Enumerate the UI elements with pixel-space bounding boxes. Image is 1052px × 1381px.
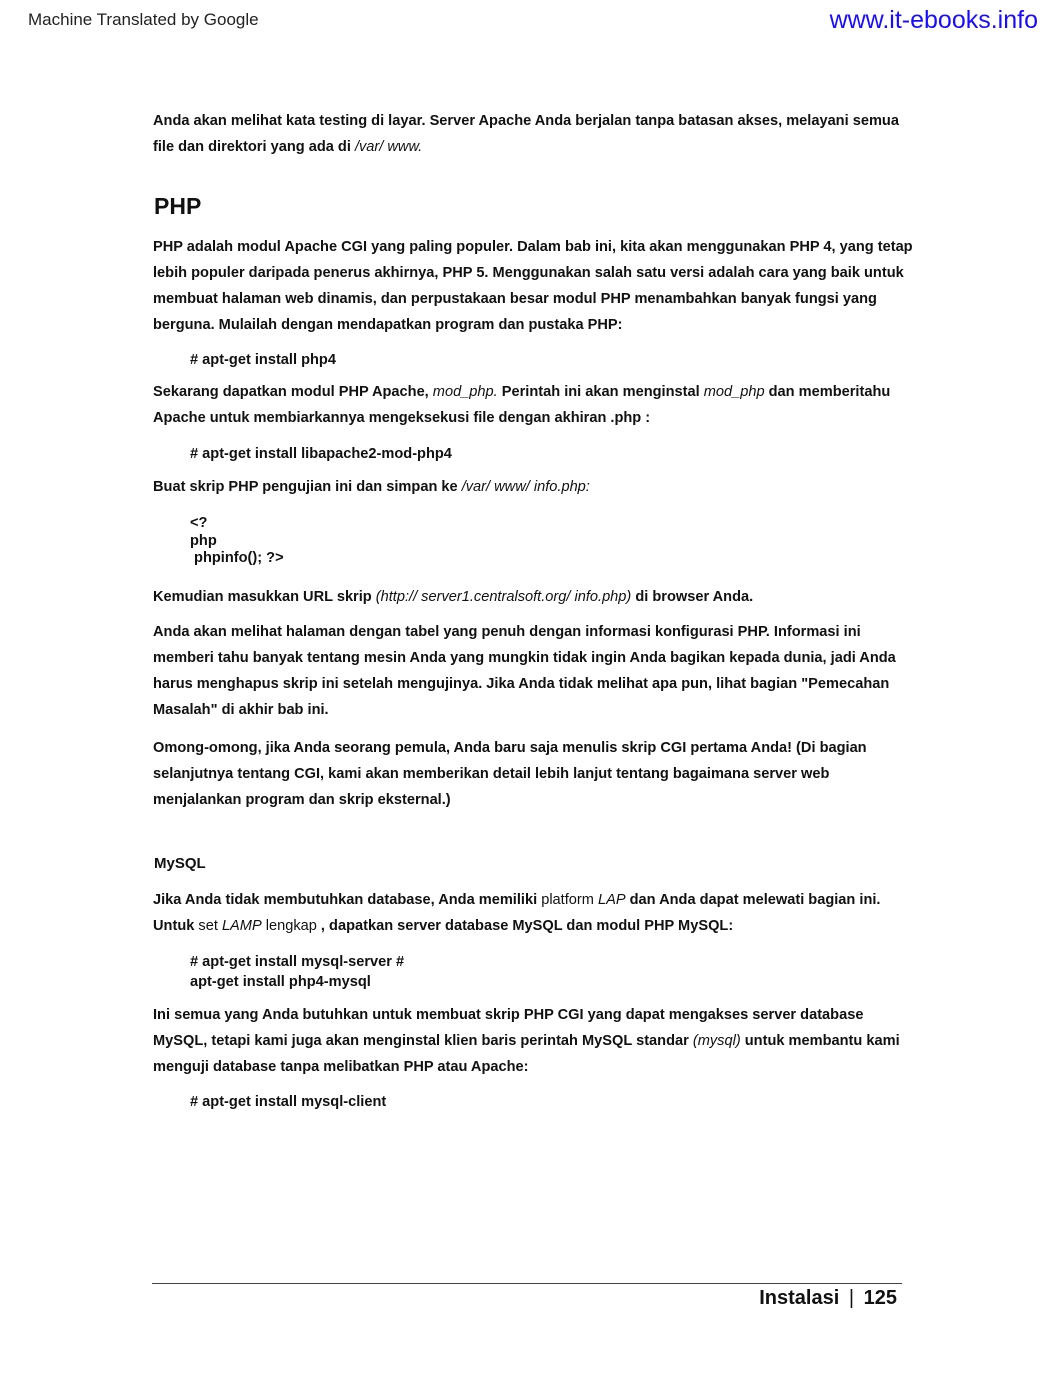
code-install-mysql-client — [190, 1092, 386, 1112]
mysql-italic: (mysql) — [692, 1033, 741, 1049]
path-var-www: /var/ www. — [354, 139, 423, 155]
text: Ini semua yang Anda butuhkan untuk membuat skrip PHP CGI yang dapat mengakses server database MySQL, tetapi kami juga akan menginstal klien baris perintah MySQL standar — [153, 1007, 864, 1049]
text: di browser Anda. — [631, 589, 754, 605]
text: , dapatkan server database MySQL dan modul PHP MySQL: — [316, 918, 734, 934]
text: set — [198, 918, 222, 934]
code-line: # apt-get install libapache2-mod-php4 — [190, 446, 452, 462]
paragraph-mod-php — [153, 379, 913, 431]
code-line: php — [190, 533, 217, 549]
code-install-php4 — [190, 350, 336, 370]
code-line: apt-get install php4-mysql — [190, 974, 371, 990]
text: dan Anda dapat melewati bagian ini. Untuk — [153, 892, 881, 934]
code-install-libapache — [190, 444, 452, 464]
text: Perintah ini akan menginstal — [497, 384, 704, 400]
paragraph-first-cgi: Omong-omong, jika Anda seorang pemula, Anda baru saja menulis skrip CGI pertama Anda! (Di bagian selanjutnya tentang CGI, kami akan memberikan detail lebih lanjut tentang bagaimana server web menjalankan program dan skrip eksternal.) — [153, 740, 867, 808]
text: Buat skrip PHP pengujian ini dan simpan ke — [153, 479, 462, 495]
page-number: 125 — [863, 1287, 897, 1309]
code-phpinfo — [190, 513, 284, 568]
url-italic: (http:// server1.centralsoft.org/ info.php) — [375, 589, 632, 605]
text: dan memberitahu Apache untuk membiarkannya mengeksekusi file dengan akhiran .php : — [153, 384, 891, 426]
paragraph-url — [153, 584, 913, 610]
paragraph-config-info: Anda akan melihat halaman dengan tabel yang penuh dengan informasi konfigurasi PHP. Informasi ini memberi tahu banyak tentang mesin Anda yang mungkin tidak ingin Anda bagikan kepada dunia, jadi Anda harus menghapus skrip ini setelah mengujinya. Jika Anda tidak melihat apa pun, lihat bagian "Pemecahan Masalah" di akhir bab ini. — [153, 624, 896, 718]
code-line: phpinfo(); ?> — [190, 550, 284, 566]
text: untuk membantu kami menguji database tanpa melibatkan PHP atau Apache: — [153, 1033, 900, 1075]
text: Sekarang dapatkan modul PHP Apache, — [153, 384, 433, 400]
code-install-mysql — [190, 952, 404, 992]
section-name: Instalasi — [759, 1287, 840, 1309]
code-line: # apt-get install mysql-server # — [190, 954, 405, 970]
machine-translated-label: Machine Translated by Google — [28, 10, 259, 29]
code-line: # apt-get install mysql-client — [190, 1094, 387, 1110]
paragraph-php-intro: PHP adalah modul Apache CGI yang paling populer. Dalam bab ini, kita akan menggunakan PHP 4, yang tetap lebih populer daripada penerus akhirnya, PHP 5. Menggunakan salah satu versi adalah cara yang baik untuk membuat halaman web dinamis, dan perpustakaan besar modul PHP menambahkan banyak fungsi yang berguna. Mulailah dengan mendapatkan program dan pustaka PHP: — [153, 239, 913, 333]
page-footer — [759, 1287, 897, 1310]
text: lengkap — [261, 918, 317, 934]
text: platform — [541, 892, 598, 908]
code-line: # apt-get install php4 — [190, 352, 336, 368]
paragraph-testing — [153, 108, 913, 160]
lamp-italic: LAMP — [221, 918, 262, 934]
paragraph-mysql-intro — [153, 887, 913, 939]
text: Jika Anda tidak membutuhkan database, Anda memiliki — [153, 892, 542, 908]
heading-php: PHP — [154, 193, 202, 219]
paragraph-mysql-client — [153, 1002, 913, 1080]
path-info-php: /var/ www/ info.php: — [461, 479, 590, 495]
site-link[interactable]: www.it-ebooks.info — [829, 6, 1038, 34]
mod-php-italic: mod_php — [703, 384, 765, 400]
code-line: <? — [190, 515, 208, 531]
text: Kemudian masukkan URL skrip — [153, 589, 376, 605]
lap-italic: LAP — [597, 892, 626, 908]
mod-php-italic: mod_php. — [432, 384, 498, 400]
paragraph-create-script — [153, 474, 913, 500]
paragraph-testing-text: Anda akan melihat kata testing di layar. Server Apache Anda berjalan tanpa batasan akses, melayani semua file dan direktori yang ada di — [153, 113, 899, 155]
footer-rule — [152, 1283, 902, 1284]
heading-mysql: MySQL — [154, 855, 206, 872]
separator: | — [848, 1287, 855, 1309]
